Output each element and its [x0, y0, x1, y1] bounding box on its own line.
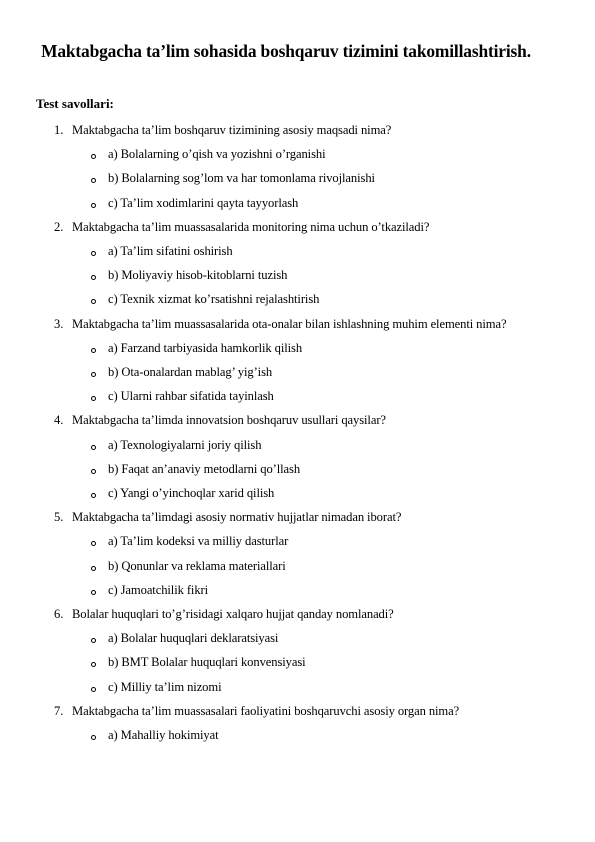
question-row: [0, 408, 595, 432]
answer-options: [0, 626, 595, 699]
hollow-circle-bullet-icon: [91, 662, 96, 667]
question-list: [0, 118, 595, 747]
answer-option-text: b) Qonunlar va reklama materiallari: [108, 558, 286, 573]
answer-option-text: b) BMT Bolalar huquqlari konvensiyasi: [108, 655, 306, 670]
answer-option-text: b) Faqat an’anaviy metodlarni qo’llash: [108, 461, 301, 476]
answer-options: [0, 723, 595, 747]
answer-option: [0, 481, 595, 505]
answer-option-text: a) Farzand tarbiyasida hamkorlik qilish: [108, 340, 303, 355]
hollow-circle-bullet-icon: [91, 638, 96, 643]
answer-option-text: a) Texnologiyalarni joriy qilish: [108, 437, 262, 452]
question-item: [0, 215, 595, 312]
question-number: 7.: [54, 703, 64, 718]
answer-option-text: a) Mahalliy hokimiyat: [108, 728, 219, 743]
hollow-circle-bullet-icon: [91, 687, 96, 692]
question-text: Maktabgacha ta’lim muassasalarida monitoring nima uchun o’tkaziladi?: [72, 219, 430, 234]
question-item: [0, 699, 595, 747]
answer-option-text: c) Texnik xizmat ko’rsatishni rejalashtirish: [108, 292, 320, 307]
answer-option-text: a) Bolalar huquqlari deklaratsiyasi: [108, 631, 279, 646]
answer-option: [0, 650, 595, 674]
question-row: [0, 118, 595, 142]
hollow-circle-bullet-icon: [91, 493, 96, 498]
answer-option-text: a) Ta’lim kodeksi va milliy dasturlar: [108, 534, 289, 549]
answer-option: [0, 239, 595, 263]
answer-option: [0, 578, 595, 602]
answer-option: [0, 554, 595, 578]
hollow-circle-bullet-icon: [91, 275, 96, 280]
hollow-circle-bullet-icon: [91, 735, 96, 740]
answer-option: [0, 263, 595, 287]
answer-option: [0, 626, 595, 650]
answer-option-text: a) Ta’lim sifatini oshirish: [108, 244, 233, 259]
question-number: 5.: [54, 510, 64, 525]
hollow-circle-bullet-icon: [91, 469, 96, 474]
answer-option-text: b) Bolalarning sog’lom va har tomonlama rivojlanishi: [108, 171, 375, 186]
question-number: 2.: [54, 219, 64, 234]
hollow-circle-bullet-icon: [91, 541, 96, 546]
answer-option-text: c) Yangi o’yinchoqlar xarid qilish: [108, 486, 275, 501]
answer-option: [0, 336, 595, 360]
answer-option: [0, 433, 595, 457]
answer-option: [0, 142, 595, 166]
question-row: [0, 602, 595, 626]
question-item: [0, 505, 595, 602]
hollow-circle-bullet-icon: [91, 348, 96, 353]
hollow-circle-bullet-icon: [91, 299, 96, 304]
question-item: [0, 408, 595, 505]
answer-option-text: b) Ota-onalardan mablag’ yig’ish: [108, 365, 273, 380]
question-text: Maktabgacha ta’lim muassasalari faoliyatini boshqaruvchi asosiy organ nima?: [72, 703, 460, 718]
answer-option: [0, 191, 595, 215]
question-text: Maktabgacha ta’limda innovatsion boshqaruv usullari qaysilar?: [72, 413, 386, 428]
answer-options: [0, 336, 595, 409]
question-row: [0, 312, 595, 336]
hollow-circle-bullet-icon: [91, 445, 96, 450]
answer-option: [0, 457, 595, 481]
hollow-circle-bullet-icon: [91, 372, 96, 377]
hollow-circle-bullet-icon: [91, 566, 96, 571]
answer-option: [0, 529, 595, 553]
answer-option: [0, 166, 595, 190]
question-text: Maktabgacha ta’lim boshqaruv tizimining asosiy maqsadi nima?: [72, 123, 392, 137]
question-text: Maktabgacha ta’limdagi asosiy normativ hujjatlar nimadan iborat?: [72, 510, 402, 525]
question-row: [0, 505, 595, 529]
question-row: [0, 699, 595, 723]
answer-option: [0, 360, 595, 384]
answer-options: [0, 529, 595, 602]
section-heading: Test savollari:: [36, 96, 114, 111]
question-text: Maktabgacha ta’lim muassasalarida ota-onalar bilan ishlashning muhim elementi nima?: [72, 316, 507, 331]
question-number: 4.: [54, 413, 64, 428]
answer-option-text: c) Milliy ta’lim nizomi: [108, 679, 222, 694]
answer-option: [0, 384, 595, 408]
answer-options: [0, 239, 595, 312]
answer-option: [0, 675, 595, 699]
hollow-circle-bullet-icon: [91, 154, 96, 159]
answer-option-text: a) Bolalarning o’qish va yozishni o’rganishi: [108, 147, 326, 162]
answer-option-text: c) Jamoatchilik fikri: [108, 582, 209, 597]
answer-options: [0, 433, 595, 506]
answer-options: [0, 142, 595, 215]
question-number: 1.: [54, 123, 64, 137]
answer-option-text: c) Ularni rahbar sifatida tayinlash: [108, 389, 274, 404]
answer-option: [0, 723, 595, 747]
hollow-circle-bullet-icon: [91, 590, 96, 595]
question-text: Bolalar huquqlari to’g’risidagi xalqaro hujjat qanday nomlanadi?: [72, 607, 394, 622]
hollow-circle-bullet-icon: [91, 251, 96, 256]
document-title: Maktabgacha ta’lim sohasida boshqaruv tizimini takomillashtirish.: [41, 41, 531, 61]
question-item: [0, 602, 595, 699]
answer-option-text: b) Moliyaviy hisob-kitoblarni tuzish: [108, 268, 288, 283]
question-number: 3.: [54, 316, 64, 331]
answer-option-text: c) Ta’lim xodimlarini qayta tayyorlash: [108, 195, 299, 210]
hollow-circle-bullet-icon: [91, 178, 96, 183]
question-row: [0, 215, 595, 239]
answer-option: [0, 287, 595, 311]
hollow-circle-bullet-icon: [91, 396, 96, 401]
hollow-circle-bullet-icon: [91, 203, 96, 208]
question-item: [0, 312, 595, 409]
question-number: 6.: [54, 607, 64, 622]
question-item: [0, 118, 595, 215]
